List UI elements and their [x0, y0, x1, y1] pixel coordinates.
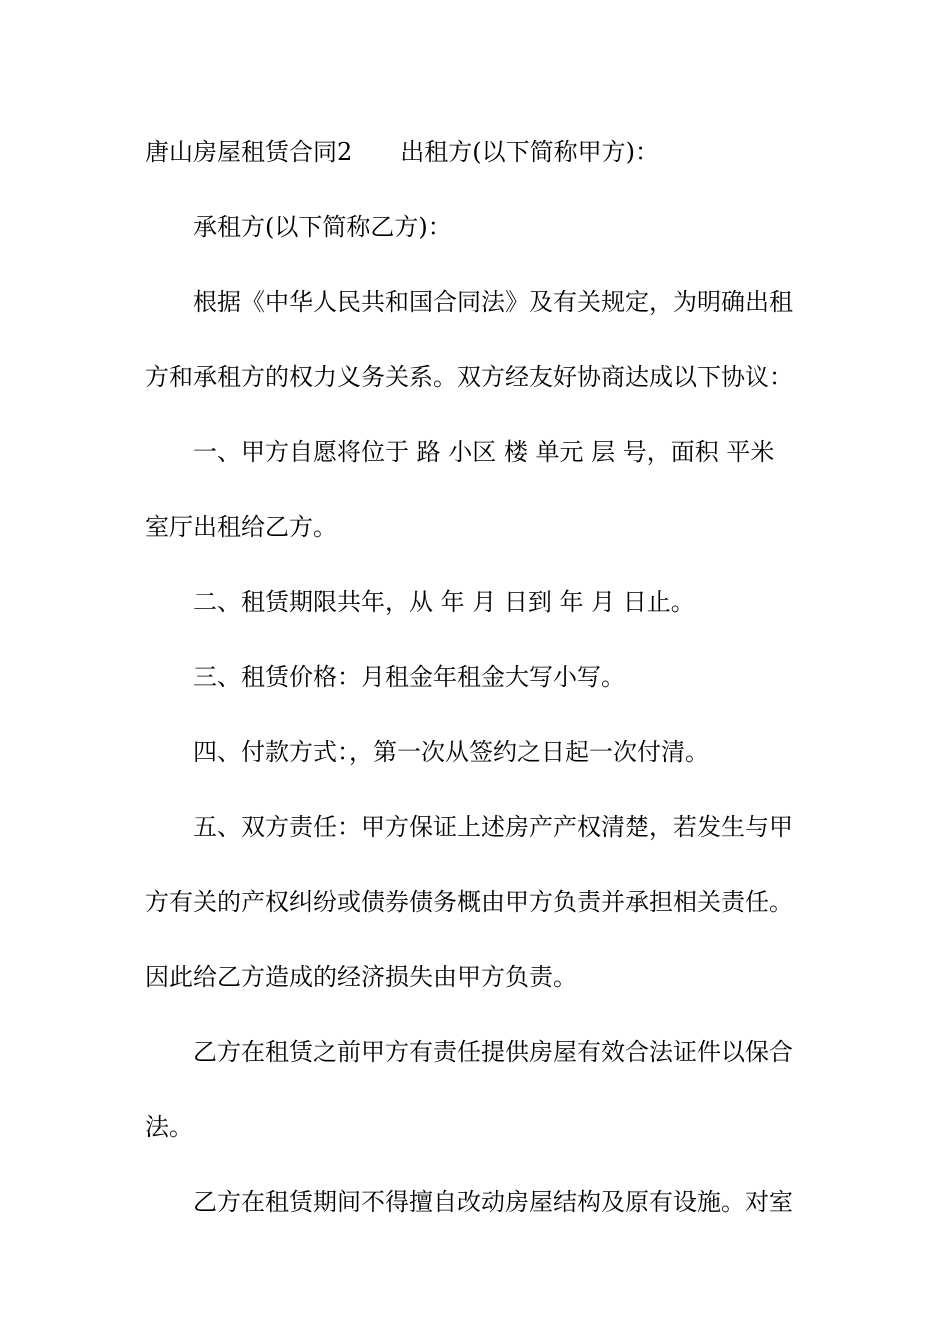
paragraph-line: 方和承租方的权力义务关系。双方经友好协商达成以下协议：: [145, 363, 793, 391]
clause-4-line: 四、付款方式：，第一次从签约之日起一次付清。: [193, 738, 709, 766]
paragraph-line: 法。: [145, 1113, 193, 1141]
paragraph-line: 乙方在租赁之前甲方有责任提供房屋有效合法证件以保合: [193, 1038, 793, 1066]
clause-1-line: 一、甲方自愿将位于 路 小区 楼 单元 层 号，面积 平米: [193, 438, 775, 466]
title-line: [145, 136, 815, 168]
clause-5-continued: 因此给乙方造成的经济损失由甲方负责。: [145, 963, 577, 991]
paragraph-line: 根据《中华人民共和国合同法》及有关规定，为明确出租: [193, 288, 793, 316]
paragraph-line: 乙方在租赁期间不得擅自改动房屋结构及原有设施。对室: [193, 1188, 793, 1216]
lessee-line: 承租方(以下简称乙方)：: [193, 213, 452, 241]
clause-3-line: 三、租赁价格：月租金年租金大写小写。: [193, 663, 625, 691]
lessor-line: 出租方(以下简称甲方)：: [400, 138, 660, 166]
clause-2-line: 二、租赁期限共年，从 年 月 日到 年 月 日止。: [193, 588, 695, 616]
document-title: 唐山房屋租赁合同2: [145, 138, 353, 166]
clause-1-continued: 室厅出租给乙方。: [145, 513, 337, 541]
clause-5-line: 五、双方责任：甲方保证上述房产产权清楚，若发生与甲: [193, 813, 793, 841]
clause-5-continued: 方有关的产权纠纷或债券债务概由甲方负责并承担相关责任。: [145, 888, 793, 916]
